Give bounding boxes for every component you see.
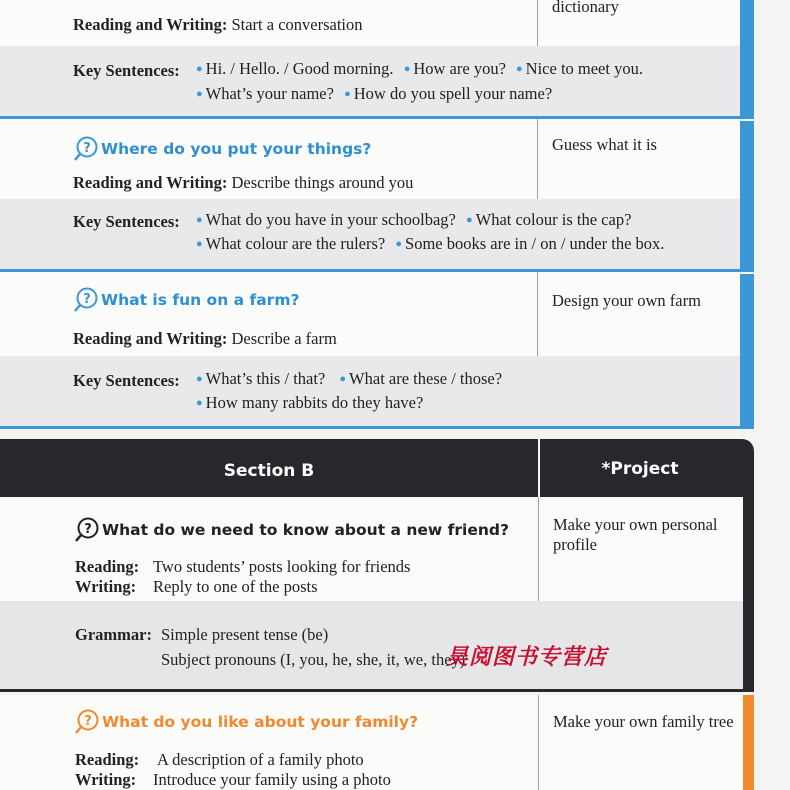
- unit4-reading: [75, 557, 410, 577]
- key-sentence: Hi. / Hello. / Good morning.: [205, 59, 394, 78]
- unit1-key-label: Key Sentences:: [73, 61, 180, 80]
- unit3-key-label: Key Sentences:: [73, 371, 180, 390]
- key-sentence: What’s this / that?: [205, 369, 326, 388]
- key-sentence: How do you spell your name?: [353, 84, 553, 103]
- unit3-key-row: [0, 356, 740, 426]
- unit4-project: Make your own personal profile: [553, 515, 718, 554]
- reading-text: Two students’ posts looking for friends: [153, 557, 411, 576]
- rw-label: Reading and Writing:: [73, 173, 228, 192]
- unit-question: What do you like about your family?: [102, 713, 419, 731]
- unit5-reading: [75, 750, 364, 770]
- unit2-side-bar: [740, 121, 754, 271]
- bullet-icon: ●: [196, 88, 203, 100]
- unit1-side-bar: [740, 0, 754, 118]
- unit4-writing: [75, 577, 318, 597]
- rw-text: Describe a farm: [231, 329, 337, 348]
- store-watermark: 昊阅图书专营店: [446, 645, 608, 670]
- bullet-icon: ●: [395, 238, 403, 250]
- writing-text: Introduce your family using a photo: [153, 770, 391, 789]
- question-magnifier-icon: [73, 136, 99, 162]
- rw-text: Start a conversation: [231, 15, 363, 34]
- unit2-key-line1: [196, 210, 631, 230]
- unit3-key-line2: [196, 393, 423, 413]
- unit1-reading-writing: [73, 15, 363, 35]
- svg-text:?: ?: [83, 292, 91, 307]
- unit-question: What do we need to know about a new friend?: [102, 521, 509, 539]
- unit4-grammar-label: Grammar:: [75, 625, 152, 644]
- bullet-icon: ●: [196, 397, 203, 409]
- unit1-key-line2: [196, 84, 552, 104]
- reading-label: Reading:: [75, 750, 140, 769]
- reading-label: Reading:: [75, 557, 140, 576]
- unit2-project: Guess what it is: [552, 135, 657, 154]
- section-b-title: Section B: [223, 461, 315, 481]
- key-sentence: What do you have in your schoolbag?: [205, 210, 456, 229]
- bullet-icon: ●: [196, 63, 203, 75]
- writing-label: Writing:: [75, 577, 137, 596]
- unit-question: What is fun on a farm?: [101, 291, 300, 309]
- unit1-key-row: [0, 46, 740, 116]
- unit3-column-divider: [537, 272, 538, 356]
- svg-text:?: ?: [83, 141, 91, 156]
- bullet-icon: ●: [344, 88, 351, 100]
- unit3-question: [73, 287, 299, 313]
- bullet-icon: ●: [339, 373, 347, 385]
- key-sentence: What are these / those?: [349, 369, 503, 388]
- unit2-key-label: Key Sentences:: [73, 212, 180, 231]
- unit5-side-bar: [743, 695, 754, 790]
- key-sentence: How many rabbits do they have?: [205, 393, 424, 412]
- bullet-icon: ●: [403, 63, 411, 75]
- unit1-key-line1: [196, 59, 643, 79]
- key-sentence: What colour is the cap?: [475, 210, 632, 229]
- unit3-bottom-rule: [0, 426, 754, 429]
- bullet-icon: ●: [196, 373, 203, 385]
- unit2-column-divider: [537, 119, 538, 199]
- question-magnifier-icon: [73, 287, 99, 313]
- key-sentence: What’s your name?: [205, 84, 334, 103]
- unit4-side-bar: [743, 497, 754, 691]
- question-magnifier-icon: [74, 517, 100, 543]
- key-sentence: How are you?: [413, 59, 506, 78]
- bullet-icon: ●: [196, 238, 203, 250]
- question-magnifier-icon: [74, 709, 100, 735]
- unit2-question: [73, 136, 371, 162]
- unit5-column-divider: [538, 695, 539, 790]
- unit3-side-bar: [740, 274, 754, 428]
- unit5-writing: [75, 770, 391, 790]
- unit1-column-divider: [537, 0, 538, 46]
- rw-label: Reading and Writing:: [73, 15, 228, 34]
- unit3-key-line1: [196, 369, 502, 389]
- bullet-icon: ●: [465, 214, 473, 226]
- key-sentence: What colour are the rulers?: [205, 234, 386, 253]
- rw-text: Describe things around you: [231, 173, 414, 192]
- writing-label: Writing:: [75, 770, 137, 789]
- unit4-column-divider: [538, 497, 539, 601]
- writing-text: Reply to one of the posts: [153, 577, 318, 596]
- unit3-reading-writing: [73, 329, 337, 349]
- unit3-project: Design your own farm: [552, 291, 701, 310]
- reading-text: A description of a family photo: [157, 750, 364, 769]
- bullet-icon: ●: [196, 214, 203, 226]
- unit5-project: Make your own family tree: [553, 712, 734, 731]
- unit-question: Where do you put your things?: [101, 140, 372, 158]
- project-column-title: *Project: [601, 459, 679, 479]
- key-sentence: Nice to meet you.: [525, 59, 643, 78]
- svg-text:?: ?: [84, 714, 92, 729]
- unit4-grammar-line2: Subject pronouns (I, you, he, she, it, we, they): [161, 650, 466, 669]
- bullet-icon: ●: [516, 63, 523, 75]
- unit1-project: dictionary: [552, 0, 619, 16]
- unit4-grammar-line1: Simple present tense (be): [161, 625, 329, 644]
- key-sentence: Some books are in / on / under the box.: [405, 234, 665, 253]
- unit5-question: [74, 709, 418, 735]
- unit2-key-line2: [196, 234, 664, 254]
- unit2-reading-writing: [73, 173, 413, 193]
- unit4-question: [74, 517, 509, 543]
- unit4-grammar-row: [0, 601, 743, 689]
- unit4-bottom-rule: [0, 689, 754, 692]
- rw-label: Reading and Writing:: [73, 329, 228, 348]
- svg-text:?: ?: [84, 522, 92, 537]
